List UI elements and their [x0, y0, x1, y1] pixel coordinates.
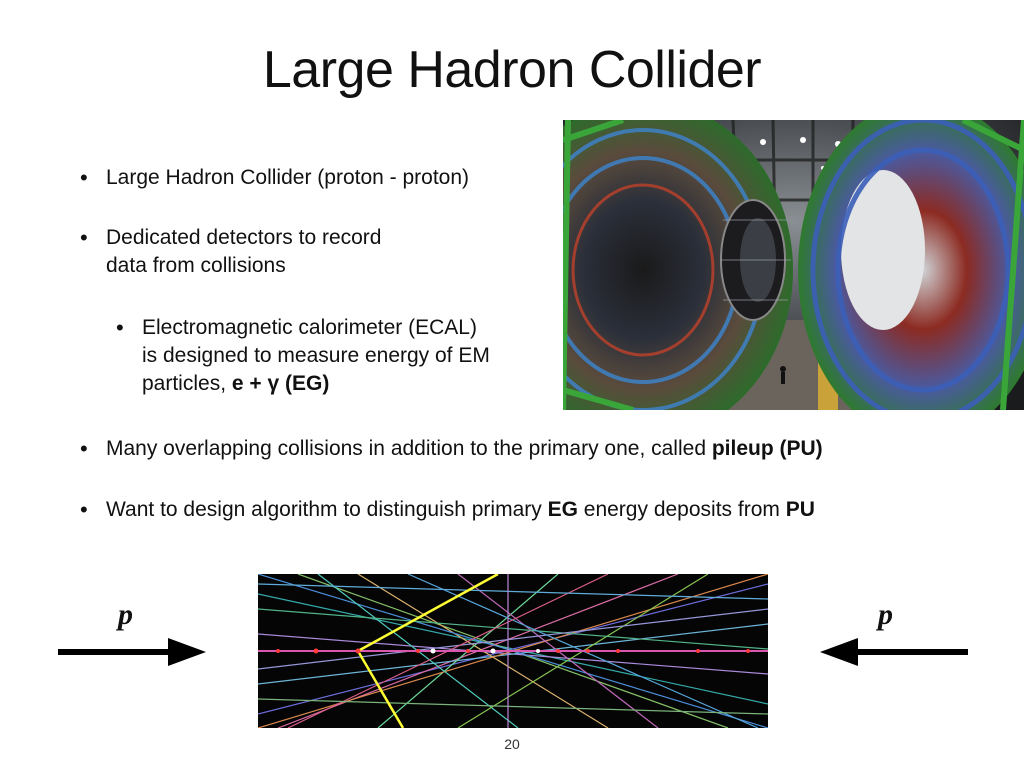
bullet-emphasis: e + γ (EG)	[231, 372, 330, 395]
bullet-dot: •	[80, 436, 88, 461]
bullet-text: Large Hadron Collider (proton - proton)	[106, 166, 470, 189]
bullet-text: energy deposits from	[577, 498, 786, 521]
bullet-dot: •	[80, 225, 88, 250]
bullet-dot: •	[80, 497, 88, 522]
bullet-lhc	[80, 164, 470, 192]
bullet-text: Many overlapping collisions in addition to the primary one, called	[106, 437, 712, 460]
pileup-tracks-illustration	[258, 574, 768, 728]
slide-title: Large Hadron Collider	[262, 41, 762, 99]
cms-detector-illustration	[563, 120, 1024, 410]
page-number: 20	[504, 736, 520, 752]
bullet-text: is designed to measure energy of EM	[142, 344, 490, 367]
bullet-pileup	[80, 435, 986, 463]
arrow-right-icon	[58, 636, 208, 668]
bullet-text: data from collisions	[106, 254, 286, 277]
bullet-detectors	[80, 224, 506, 280]
bullet-emphasis: pileup (PU)	[711, 437, 823, 460]
bullet-dot: •	[116, 315, 124, 340]
cms-detector-photo	[563, 120, 1024, 410]
bullet-emphasis: PU	[785, 498, 815, 521]
bullet-dot: •	[80, 165, 88, 190]
bullet-text: Want to design algorithm to distinguish primary	[106, 498, 548, 521]
bullet-algorithm	[80, 496, 986, 524]
proton-label-right: p	[878, 598, 893, 631]
bullet-text: particles,	[142, 372, 232, 395]
arrow-left-icon	[818, 636, 968, 668]
proton-label-left: p	[118, 598, 133, 631]
bullet-text: Electromagnetic calorimeter (ECAL)	[142, 316, 477, 339]
bullet-emphasis: EG	[547, 498, 578, 521]
collision-event-display	[258, 574, 768, 728]
bullet-text: Dedicated detectors to record	[106, 226, 382, 249]
bullet-ecal	[116, 314, 562, 398]
